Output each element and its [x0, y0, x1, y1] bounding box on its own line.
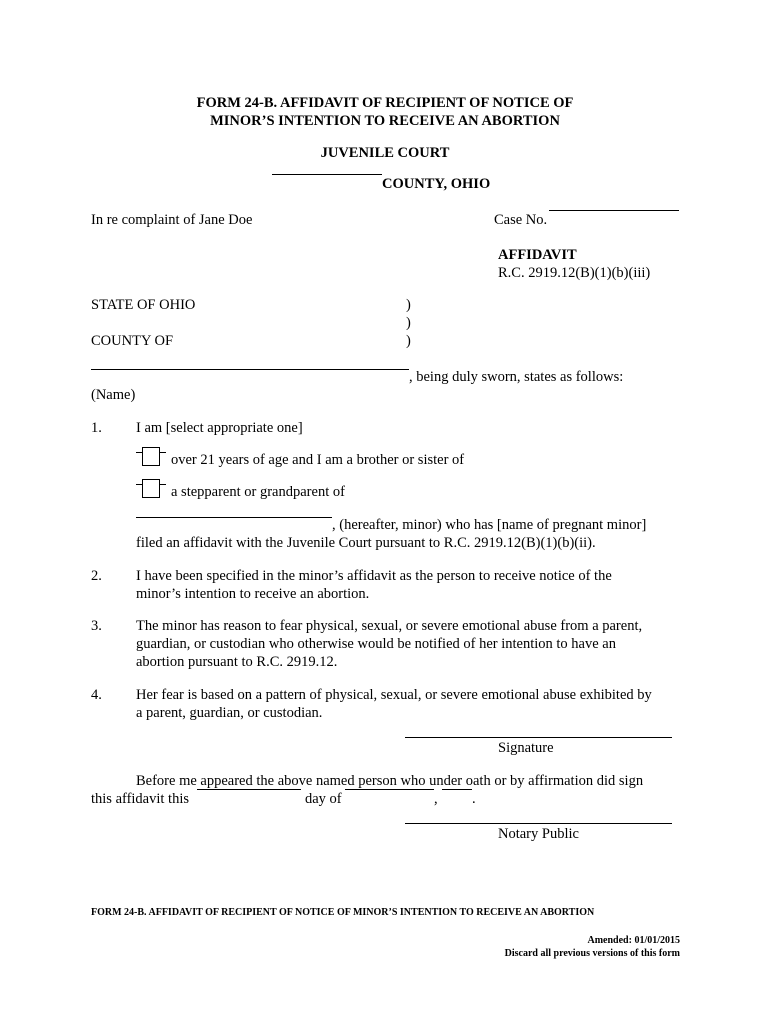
item-4-line1: Her fear is based on a pattern of physical, sexual, or severe emotional abuse exhibited by [136, 687, 652, 703]
item-3-line2: guardian, or custodian who otherwise would be notified of her intention to have an [136, 636, 616, 652]
item-3-line1: The minor has reason to fear physical, sexual, or severe emotional abuse from a parent, [136, 618, 643, 634]
affiant-name-field[interactable] [91, 369, 409, 370]
item-4-line2: a parent, guardian, or custodian. [136, 705, 323, 721]
month-field[interactable] [345, 789, 434, 790]
notary-label: Notary Public [498, 826, 579, 842]
item-3-line3: abortion pursuant to R.C. 2919.12. [136, 654, 338, 670]
minor-name-field[interactable] [136, 517, 332, 518]
case-no-label: Case No. [494, 212, 548, 228]
discard-notice: Discard all previous versions of this form [504, 948, 680, 959]
statute-reference: R.C. 2919.12(B)(1)(b)(iii) [498, 265, 651, 281]
option-stepparent-label: a stepparent or grandparent of [171, 484, 345, 500]
form-title-line2: MINOR’S INTENTION TO RECEIVE AN ABORTION [210, 113, 560, 129]
notary-statement-line1: Before me appeared the above named person who under oath or by affirmation did sign [136, 773, 644, 789]
county-label: COUNTY, OHIO [382, 176, 491, 192]
item-number: 3. [91, 618, 102, 634]
amended-date: Amended: 01/01/2015 [587, 935, 680, 946]
name-label: (Name) [91, 387, 136, 403]
caption-paren: ) [406, 333, 411, 349]
item-2-line1: I have been specified in the minor’s affidavit as the person to receive notice of the [136, 568, 612, 584]
affidavit-heading: AFFIDAVIT [498, 247, 577, 263]
county-name-field[interactable] [272, 174, 382, 175]
minor-text-line1: , (hereafter, minor) who has [name of pregnant minor] [332, 517, 647, 533]
option-sibling-label: over 21 years of age and I am a brother or sister of [171, 452, 465, 468]
case-no-field[interactable] [549, 210, 679, 211]
county-of-label: COUNTY OF [91, 333, 174, 349]
checkbox-stepparent[interactable] [142, 479, 160, 498]
in-re-label: In re complaint of Jane Doe [91, 212, 253, 228]
form-title-line1: FORM 24-B. AFFIDAVIT OF RECIPIENT OF NOTICE OF [196, 95, 574, 111]
minor-text-line2: filed an affidavit with the Juvenile Court pursuant to R.C. 2919.12(B)(1)(b)(ii). [136, 535, 596, 551]
day-field[interactable] [197, 789, 301, 790]
state-label: STATE OF OHIO [91, 297, 196, 313]
caption-paren: ) [406, 297, 411, 313]
caption-paren: ) [406, 315, 411, 331]
signature-field[interactable] [405, 737, 672, 738]
footer-form-title: FORM 24-B. AFFIDAVIT OF RECIPIENT OF NOTICE OF MINOR’S INTENTION TO RECEIVE AN ABORTION [91, 907, 595, 918]
sworn-statement: , being duly sworn, states as follows: [409, 369, 624, 385]
court-name: JUVENILE COURT [320, 145, 450, 161]
item-1-text: I am [select appropriate one] [136, 420, 303, 436]
notary-signature-field[interactable] [405, 823, 672, 824]
this-affidavit-label: this affidavit this [91, 791, 190, 807]
item-number: 4. [91, 687, 102, 703]
item-2-line2: minor’s intention to receive an abortion. [136, 586, 370, 602]
signature-label: Signature [498, 740, 554, 756]
checkbox-sibling[interactable] [142, 447, 160, 466]
date-comma: , [434, 791, 438, 807]
item-number: 1. [91, 420, 102, 436]
date-period: . [472, 791, 476, 807]
day-of-label: day of [305, 791, 342, 807]
item-number: 2. [91, 568, 102, 584]
year-field[interactable] [442, 789, 472, 790]
